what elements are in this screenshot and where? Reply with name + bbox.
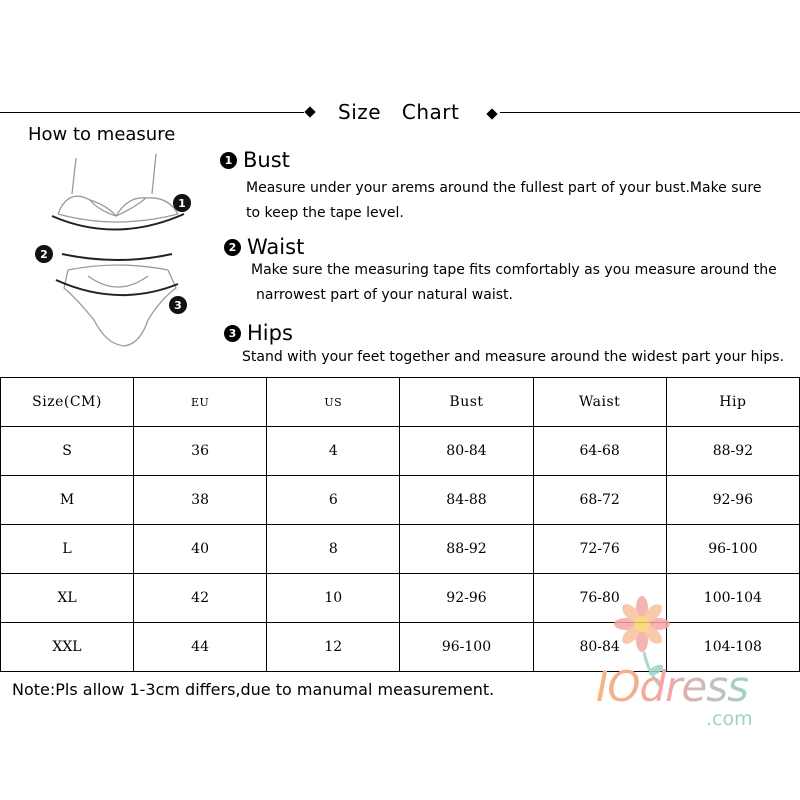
title-rule-right [500,112,800,113]
cell-waist: 64-68 [533,427,666,476]
diamond-icon [486,108,497,119]
cell-hip: 96-100 [666,525,799,574]
cell-eu: 44 [134,623,267,672]
number-2-icon: 2 [224,239,241,256]
cell-waist: 72-76 [533,525,666,574]
cell-bust: 88-92 [400,525,533,574]
cell-hip: 88-92 [666,427,799,476]
cell-size: XL [1,574,134,623]
cell-eu: 36 [134,427,267,476]
cell-size: M [1,476,134,525]
diamond-icon [304,106,315,117]
header-us: US [267,378,400,427]
bikini-measure-illustration [28,148,204,358]
header-hip: Hip [666,378,799,427]
table-row [1,525,800,574]
page-title: Size Chart [338,100,460,124]
cell-hip: 92-96 [666,476,799,525]
watermark-brand-text: IOdress [596,662,748,711]
cell-us: 6 [267,476,400,525]
instruction-heading: Waist [247,235,305,259]
cell-bust: 80-84 [400,427,533,476]
table-row [1,476,800,525]
cell-bust: 84-88 [400,476,533,525]
instruction-line: Make sure the measuring tape fits comfortably as you measure around the [251,262,777,278]
cell-bust: 96-100 [400,623,533,672]
marker-1-label: 1 [178,197,186,210]
cell-us: 8 [267,525,400,574]
number-3-icon: 3 [224,325,241,342]
instruction-line: to keep the tape level. [246,205,404,221]
how-to-measure-label: How to measure [28,124,176,145]
instruction-line: Measure under your arems around the fullest part of your bust.Make sure [246,180,762,196]
marker-3-label: 3 [174,299,182,312]
header-eu: EU [134,378,267,427]
watermark-suffix: .com [706,708,753,730]
cell-size: S [1,427,134,476]
table-row [1,427,800,476]
cell-waist: 68-72 [533,476,666,525]
instruction-line: Stand with your feet together and measure around the widest part your hips. [242,349,785,365]
header-waist: Waist [533,378,666,427]
cell-size: XXL [1,623,134,672]
title-rule-left [0,112,304,113]
cell-us: 10 [267,574,400,623]
cell-eu: 40 [134,525,267,574]
instruction-bust [220,148,761,226]
instruction-waist [224,235,777,308]
cell-us: 12 [267,623,400,672]
measurement-note: Note:Pls allow 1-3cm differs,due to manumal measurement. [12,680,495,699]
cell-waist: 76-80 [533,574,666,623]
table-header-row [1,378,800,427]
instruction-line: narrowest part of your natural waist. [256,287,513,303]
cell-bust: 92-96 [400,574,533,623]
instruction-hips [224,321,784,370]
instruction-heading: Bust [243,148,290,172]
watermark-brand [596,662,748,711]
cell-size: L [1,525,134,574]
cell-eu: 38 [134,476,267,525]
cell-eu: 42 [134,574,267,623]
marker-2-label: 2 [40,248,48,261]
cell-waist: 80-84 [533,623,666,672]
cell-us: 4 [267,427,400,476]
number-1-icon: 1 [220,152,237,169]
header-bust: Bust [400,378,533,427]
instruction-heading: Hips [247,321,293,345]
header-size: Size(CM) [1,378,134,427]
cell-hip: 104-108 [666,623,799,672]
cell-hip: 100-104 [666,574,799,623]
